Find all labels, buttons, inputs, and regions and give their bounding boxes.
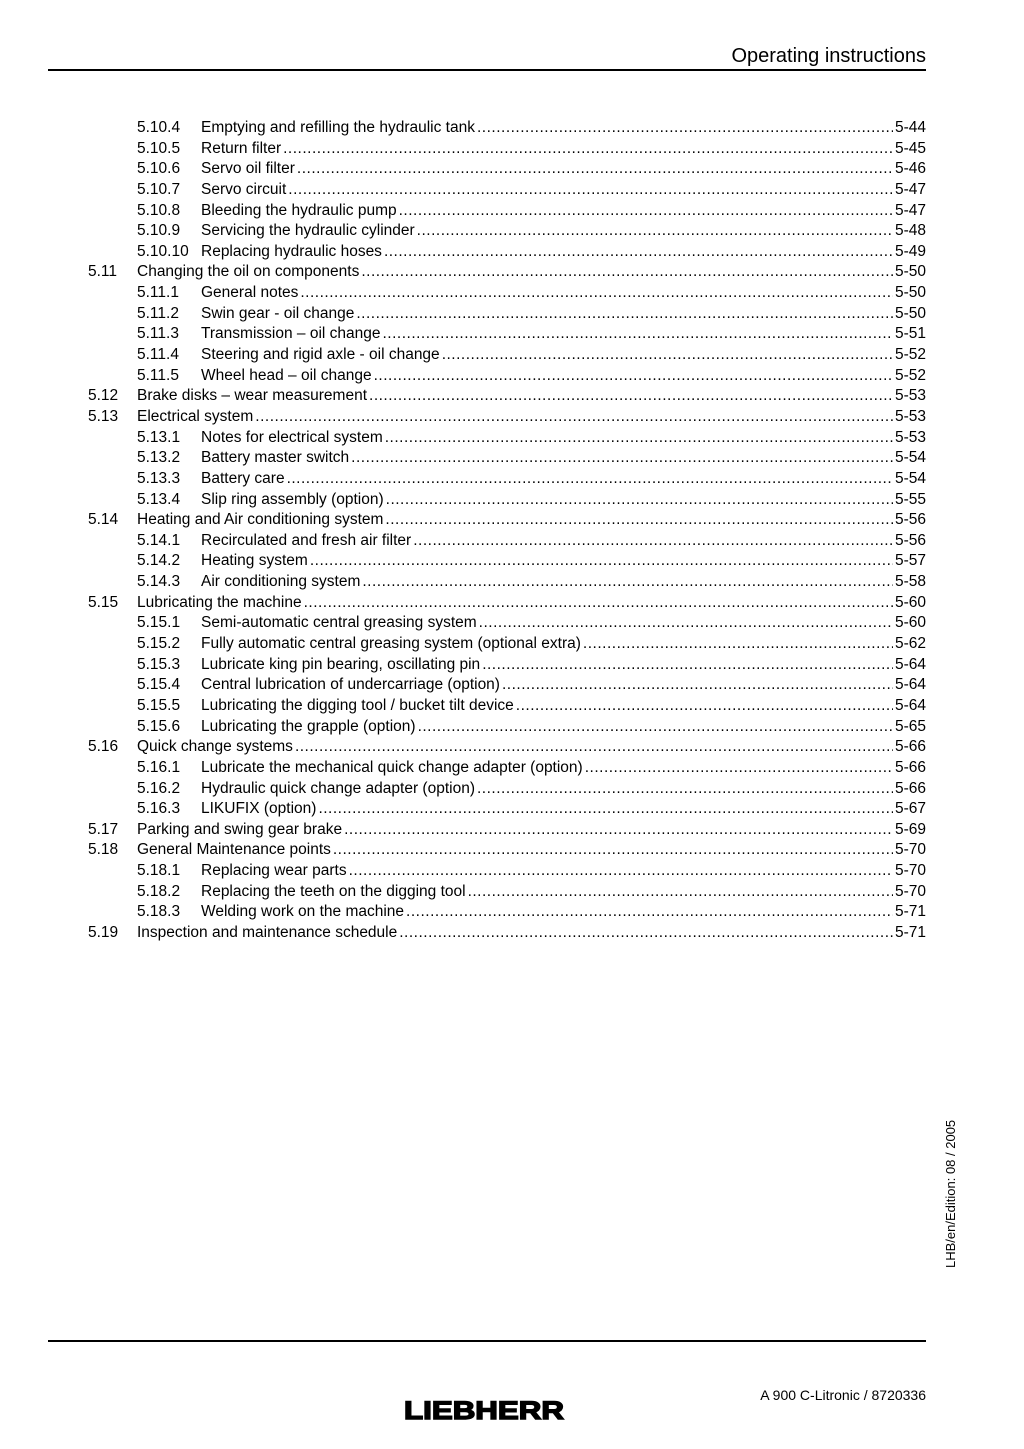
model-number: A 900 C-Litronic / 8720336 — [760, 1387, 926, 1403]
toc-entry-page: 5-54 — [894, 449, 926, 467]
toc-entry-title: Lubricate the mechanical quick change adapter (option) — [201, 758, 583, 776]
toc-entry-title: Welding work on the machine — [201, 903, 405, 921]
toc-entry-number: 5.18.2 — [137, 882, 181, 900]
toc-entry — [88, 221, 926, 242]
toc-entry — [88, 613, 926, 634]
toc-dot-leader — [385, 510, 893, 531]
edition-label: LHB/en/Edition: 08 / 2005 — [943, 1119, 958, 1268]
toc-dot-leader — [442, 345, 893, 366]
toc-entry — [88, 180, 926, 201]
toc-entry-number: 5.15.5 — [137, 696, 181, 714]
toc-entry-page: 5-70 — [894, 882, 926, 900]
toc-entry-title: Servo oil filter — [201, 160, 295, 178]
toc-entry-page: 5-46 — [894, 160, 926, 178]
toc-entry-page: 5-51 — [894, 325, 926, 343]
toc-entry — [88, 201, 926, 222]
toc-dot-leader — [295, 737, 893, 758]
toc-entry-title: Emptying and refilling the hydraulic tank — [201, 119, 475, 136]
toc-entry-title: Battery master switch — [201, 449, 350, 467]
toc-dot-leader — [399, 201, 893, 222]
toc-dot-leader — [333, 840, 893, 861]
toc-entry-title: Swin gear - oil change — [201, 304, 355, 322]
header-rule — [48, 69, 926, 71]
toc-entry — [88, 861, 926, 882]
toc-entry — [88, 675, 926, 696]
toc-entry-page: 5-66 — [894, 779, 926, 797]
toc-entry-title: General Maintenance points — [137, 841, 331, 859]
toc-entry-title: Lubricating the machine — [137, 593, 302, 611]
toc-entry-number: 5.10.7 — [137, 180, 181, 198]
toc-entry-page: 5-64 — [894, 655, 926, 673]
toc-entry-page: 5-48 — [894, 222, 926, 240]
toc-dot-leader — [386, 490, 893, 511]
toc-dot-leader — [477, 118, 893, 139]
toc-entry-page: 5-64 — [894, 696, 926, 714]
toc-entry — [88, 634, 926, 655]
toc-entry — [88, 448, 926, 469]
toc-entry-page: 5-53 — [894, 387, 926, 405]
toc-entry-page: 5-50 — [894, 284, 926, 302]
toc-entry-page: 5-64 — [894, 676, 926, 694]
toc-entry — [88, 262, 926, 283]
toc-dot-leader — [304, 593, 893, 614]
toc-entry-page: 5-55 — [894, 490, 926, 508]
toc-entry-number: 5.10.10 — [137, 242, 189, 260]
toc-entry — [88, 469, 926, 490]
toc-entry-page: 5-71 — [894, 903, 926, 921]
toc-entry-page: 5-66 — [894, 738, 926, 756]
toc-dot-leader — [585, 758, 893, 779]
toc-entry-title: Lubricating the grapple (option) — [201, 717, 416, 735]
toc-entry-number: 5.12 — [88, 387, 119, 405]
liebherr-logo — [403, 1396, 565, 1424]
page-header-title: Operating instructions — [731, 45, 926, 67]
toc-entry-title: Replacing wear parts — [201, 862, 347, 880]
toc-entry-title: Replacing hydraulic hoses — [201, 242, 382, 260]
toc-entry-title: Slip ring assembly (option) — [201, 490, 384, 508]
toc-entry — [88, 283, 926, 304]
toc-entry-page: 5-66 — [894, 758, 926, 776]
toc-entry-number: 5.17 — [88, 820, 119, 838]
toc-entry-page: 5-60 — [894, 593, 926, 611]
toc-entry-title: Semi-automatic central greasing system — [201, 614, 477, 632]
toc-entry — [88, 737, 926, 758]
toc-entry-title: Air conditioning system — [201, 573, 361, 591]
toc-entry-page: 5-54 — [894, 469, 926, 487]
toc-entry-number: 5.14 — [88, 511, 119, 529]
toc-dot-leader — [482, 655, 893, 676]
toc-entry-number: 5.15.2 — [137, 635, 181, 653]
toc-entry — [88, 572, 926, 593]
toc-entry-page: 5-50 — [894, 263, 926, 281]
toc-entry-page: 5-47 — [894, 180, 926, 198]
toc-entry-number: 5.18.1 — [137, 862, 181, 880]
toc-dot-leader — [384, 242, 893, 263]
toc-dot-leader — [399, 923, 893, 944]
toc-entry-title: Electrical system — [137, 407, 254, 425]
toc-dot-leader — [255, 407, 893, 428]
toc-entry-number: 5.10.8 — [137, 201, 181, 219]
toc-dot-leader — [382, 324, 892, 345]
toc-entry — [88, 304, 926, 325]
toc-entry-number: 5.13.2 — [137, 449, 181, 467]
toc-dot-leader — [374, 366, 893, 387]
toc-entry-title: LIKUFIX (option) — [201, 800, 317, 818]
toc-entry-title: Replacing the teeth on the digging tool — [201, 882, 466, 900]
toc-dot-leader — [417, 221, 893, 242]
toc-entry-page: 5-57 — [894, 552, 926, 570]
toc-entry — [88, 696, 926, 717]
toc-entry-page: 5-45 — [894, 139, 926, 157]
toc-dot-leader — [468, 882, 893, 903]
toc-entry-title: Quick change systems — [137, 738, 293, 756]
toc-dot-leader — [418, 717, 893, 738]
toc-entry-number: 5.10.9 — [137, 222, 181, 240]
footer-rule — [48, 1340, 926, 1342]
toc-entry — [88, 593, 926, 614]
toc-dot-leader — [479, 613, 893, 634]
toc-entry — [88, 407, 926, 428]
toc-entry-title: Notes for electrical system — [201, 428, 383, 446]
toc-entry — [88, 655, 926, 676]
toc-dot-leader — [406, 902, 893, 923]
toc-entry-page: 5-56 — [894, 511, 926, 529]
toc-entry-page: 5-53 — [894, 407, 926, 425]
toc-entry — [88, 386, 926, 407]
toc-entry-title: Parking and swing gear brake — [137, 820, 343, 838]
toc-entry-title: Wheel head – oil change — [201, 366, 372, 384]
toc-entry-number: 5.11.2 — [137, 304, 179, 322]
table-of-contents — [88, 118, 926, 944]
toc-entry-number: 5.16.3 — [137, 800, 181, 818]
toc-dot-leader — [351, 448, 893, 469]
toc-entry-title: Fully automatic central greasing system (optional extra) — [201, 635, 581, 653]
toc-entry-number: 5.19 — [88, 923, 119, 941]
toc-entry-page: 5-70 — [894, 862, 926, 880]
toc-entry-title: Hydraulic quick change adapter (option) — [201, 779, 475, 797]
toc-entry — [88, 923, 926, 944]
toc-entry — [88, 139, 926, 160]
toc-entry-title: Heating system — [201, 552, 308, 570]
toc-entry — [88, 758, 926, 779]
toc-entry-number: 5.11.1 — [137, 284, 179, 302]
toc-entry — [88, 118, 926, 139]
toc-entry-number: 5.15.4 — [137, 676, 181, 694]
toc-entry-page: 5-50 — [894, 304, 926, 322]
toc-entry-page: 5-58 — [894, 573, 926, 591]
toc-entry-title: Heating and Air conditioning system — [137, 511, 384, 529]
liebherr-logo-text: LIEBHERR — [404, 1397, 564, 1424]
toc-entry-title: Recirculated and fresh air filter — [201, 531, 412, 549]
toc-entry-number: 5.15 — [88, 593, 119, 611]
toc-entry-title: Battery care — [201, 469, 285, 487]
toc-entry-title: Brake disks – wear measurement — [137, 387, 368, 405]
toc-entry — [88, 324, 926, 345]
toc-entry-title: Central lubrication of undercarriage (option) — [201, 676, 500, 694]
toc-entry-number: 5.15.6 — [137, 717, 181, 735]
toc-entry — [88, 159, 926, 180]
toc-entry-page: 5-71 — [894, 923, 926, 941]
toc-entry-page: 5-47 — [894, 201, 926, 219]
toc-entry — [88, 551, 926, 572]
toc-entry-page: 5-49 — [894, 242, 926, 260]
toc-entry — [88, 242, 926, 263]
toc-dot-leader — [288, 180, 893, 201]
toc-entry-page: 5-69 — [894, 820, 926, 838]
toc-dot-leader — [300, 283, 893, 304]
toc-entry-page: 5-67 — [894, 800, 926, 818]
toc-dot-leader — [356, 304, 893, 325]
toc-dot-leader — [361, 262, 893, 283]
toc-dot-leader — [385, 428, 893, 449]
toc-dot-leader — [297, 159, 893, 180]
toc-entry-number: 5.13.1 — [137, 428, 181, 446]
toc-dot-leader — [413, 531, 893, 552]
toc-entry-title: Return filter — [201, 139, 282, 157]
toc-entry-number: 5.18 — [88, 841, 119, 859]
toc-entry-title: Changing the oil on components — [137, 263, 360, 281]
toc-entry-number: 5.11 — [88, 263, 118, 281]
toc-dot-leader — [318, 799, 893, 820]
toc-entry-number: 5.10.4 — [137, 119, 181, 136]
toc-entry-title: Inspection and maintenance schedule — [137, 923, 398, 941]
toc-entry-page: 5-52 — [894, 366, 926, 384]
toc-dot-leader — [583, 634, 893, 655]
toc-entry-number: 5.13.4 — [137, 490, 181, 508]
toc-dot-leader — [502, 675, 893, 696]
toc-entry-page: 5-52 — [894, 346, 926, 364]
toc-dot-leader — [287, 469, 893, 490]
toc-entry-number: 5.14.3 — [137, 573, 181, 591]
toc-entry — [88, 779, 926, 800]
toc-dot-leader — [362, 572, 893, 593]
toc-entry-page: 5-70 — [894, 841, 926, 859]
toc-entry-page: 5-56 — [894, 531, 926, 549]
toc-entry — [88, 366, 926, 387]
toc-entry-title: Servicing the hydraulic cylinder — [201, 222, 415, 240]
toc-entry — [88, 717, 926, 738]
toc-dot-leader — [349, 861, 893, 882]
toc-entry-page: 5-65 — [894, 717, 926, 735]
toc-entry-page: 5-60 — [894, 614, 926, 632]
toc-entry — [88, 882, 926, 903]
toc-entry-page: 5-53 — [894, 428, 926, 446]
toc-dot-leader — [369, 386, 893, 407]
toc-entry — [88, 531, 926, 552]
toc-entry-title: Servo circuit — [201, 180, 287, 198]
toc-entry-title: General notes — [201, 284, 299, 302]
toc-entry-number: 5.11.4 — [137, 346, 179, 364]
toc-entry-number: 5.14.1 — [137, 531, 181, 549]
toc-entry — [88, 820, 926, 841]
toc-entry-title: Steering and rigid axle - oil change — [201, 346, 440, 364]
toc-dot-leader — [283, 139, 893, 160]
toc-dot-leader — [477, 779, 893, 800]
toc-entry-number: 5.18.3 — [137, 903, 181, 921]
toc-entry-number: 5.16.2 — [137, 779, 181, 797]
toc-entry-number: 5.10.5 — [137, 139, 181, 157]
toc-entry-number: 5.13 — [88, 407, 119, 425]
toc-entry-number: 5.16 — [88, 738, 119, 756]
toc-entry-page: 5-62 — [894, 635, 926, 653]
toc-entry-number: 5.10.6 — [137, 160, 181, 178]
toc-entry-number: 5.15.1 — [137, 614, 181, 632]
toc-entry-number: 5.16.1 — [137, 758, 181, 776]
toc-entry — [88, 428, 926, 449]
toc-entry — [88, 902, 926, 923]
toc-entry-number: 5.15.3 — [137, 655, 181, 673]
toc-dot-leader — [516, 696, 893, 717]
toc-dot-leader — [310, 551, 893, 572]
toc-entry-title: Transmission – oil change — [201, 325, 381, 343]
toc-entry — [88, 345, 926, 366]
toc-entry-title: Bleeding the hydraulic pump — [201, 201, 397, 219]
toc-entry — [88, 510, 926, 531]
toc-entry-number: 5.14.2 — [137, 552, 181, 570]
toc-dot-leader — [344, 820, 893, 841]
toc-entry-title: Lubricating the digging tool / bucket tilt device — [201, 696, 514, 714]
toc-entry — [88, 799, 926, 820]
toc-entry — [88, 490, 926, 511]
toc-entry — [88, 840, 926, 861]
toc-entry-number: 5.11.3 — [137, 325, 179, 343]
toc-entry-number: 5.11.5 — [137, 366, 179, 384]
toc-entry-number: 5.13.3 — [137, 469, 181, 487]
toc-entry-title: Lubricate king pin bearing, oscillating pin — [201, 655, 481, 673]
toc-entry-page: 5-44 — [894, 119, 926, 136]
